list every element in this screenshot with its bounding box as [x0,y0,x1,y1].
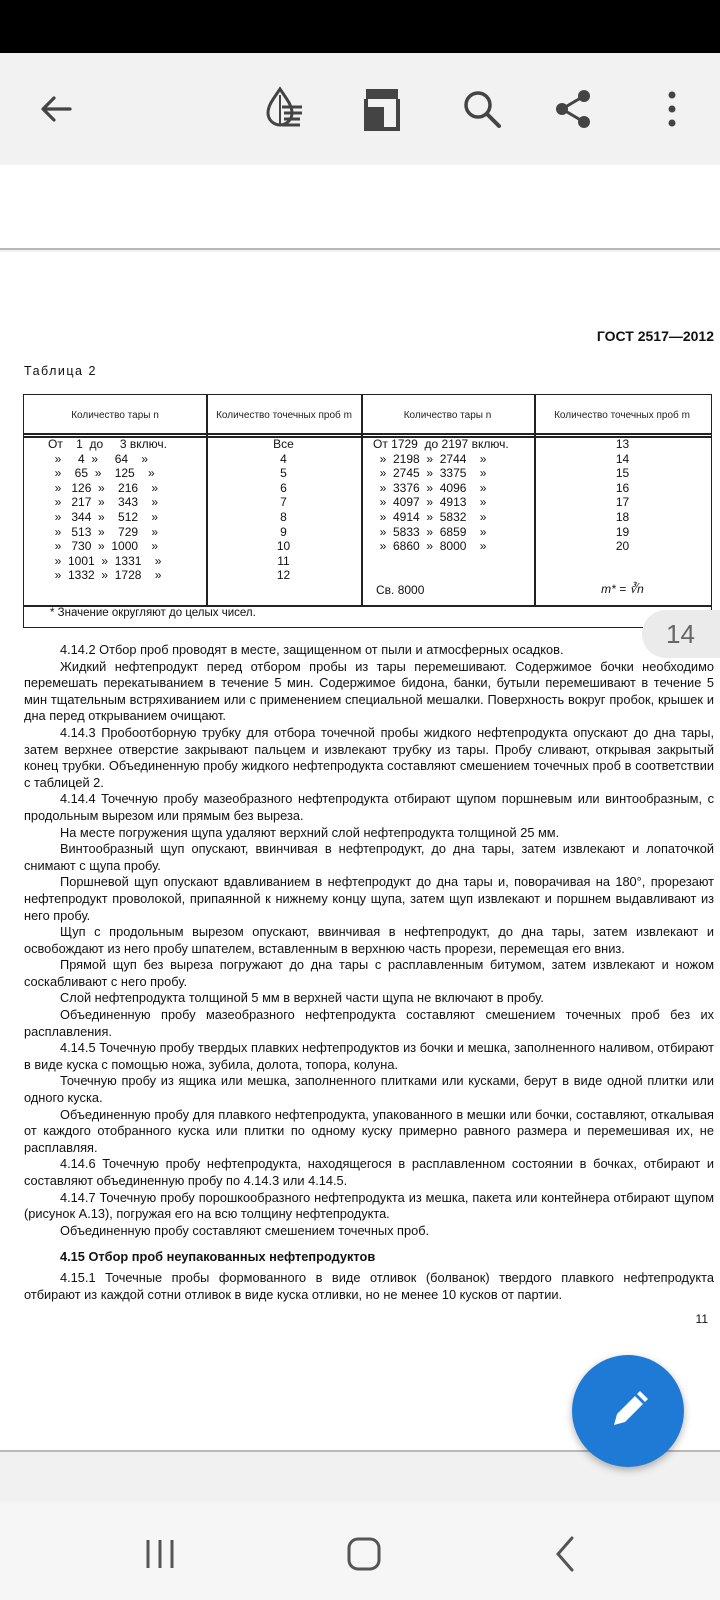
paragraph: 4.14.6 Точечную пробу нефтепродукта, находящегося в расплавленном состоянии в бочках, отбирают и составляют объединенную пробу по 4.14.3 или 4.14.5. [24,1156,714,1188]
drop-lines-icon [260,83,312,135]
document-page[interactable] [0,252,720,1452]
standard-code: ГОСТ 2517—2012 [596,328,714,344]
paragraph: Поршневой щуп опускают вдавливанием в нефтепродукт до дна тары и, поворачивая на 180°, прорезают нефтепродукт проволокой, припаянной к нижнему концу щупа, затем щуп извлекают и поршнем выдавливают из него пробу. [24,874,714,923]
table-col-sample-counts: Все 4 5 6 7 8 9 10 11 12 [273,437,294,583]
table-header-tare-count-2: Количество тары n [403,409,492,421]
paragraph: 4.14.4 Точечную пробу мазеобразного нефтепродукта отбирают щупом поршневым или винтообразным, с продольным вырезом или прямым без выреза. [24,791,714,823]
edit-button[interactable] [572,1355,684,1467]
paragraph: На месте погружения щупа удаляют верхний слой нефтепродукта толщиной 25 мм. [60,824,560,840]
table-footnote: * Значение округляют до целых чисел. [50,607,256,619]
chevron-left-icon [546,1534,586,1574]
search-button[interactable] [450,77,514,141]
page-view-button[interactable] [350,77,414,141]
paragraph: 4.14.7 Точечную пробу порошкообразного нефтепродукта из мешка, пакета или контейнера отбирают щупом (рисунок А.13), погружая его на всю толщину нефтепродукта. [24,1189,714,1222]
table-cell-over-8000: Св. 8000 [376,583,425,597]
system-nav-bar [0,1502,720,1600]
paragraph: Слой нефтепродукта толщиной 5 мм в верхней части щупа не включают в пробу. [60,990,544,1006]
page-layout-icon [360,85,404,133]
page-number: 11 [695,1312,708,1326]
page-indicator-badge: 14 [642,610,720,658]
table-header-tare-count: Количество тары n [71,409,159,421]
back-button[interactable] [24,77,88,141]
table-col-tare-ranges: От 1 до 3 включ. » 4 » 64 » » 65 » 125 » » 126 » 216 » » 217 » 343 » » 344 » 512 » » 513 » 729 » » 730 » 1000 » » 1001 » 1331 » » 1332 » 1728 » [48,437,167,583]
table-caption: Таблица 2 [24,364,97,378]
reading-mode-button[interactable] [254,77,318,141]
nav-back-button[interactable] [534,1522,598,1586]
table-header-sample-count-2: Количество точечных проб m [554,409,690,421]
section-heading: 4.15 Отбор проб неупакованных нефтепродуктов [60,1249,376,1265]
paragraph: Объединенную пробу мазеобразного нефтепродукта составляют смешением точечных проб без их расплавления. [24,1007,714,1039]
paragraph: Щуп с продольным вырезом опускают, ввинчивая в нефтепродукт, до дна тары, затем извлекают и освобождают из него пробу шпателем, вставленным в верхнюю часть прорези, перемещая его вниз. [24,924,714,956]
paragraph: 4.14.2 Отбор проб проводят в месте, защищенном от пыли и атмосферных осадков. [60,642,564,657]
table-col-sample-counts-2: 13 14 15 16 17 18 19 20 [615,437,630,554]
home-icon [344,1534,384,1574]
status-bar [0,0,720,53]
paragraph: Объединенную пробу для плавкого нефтепродукта, упакованного в мешки или бочки, составляют, откалывая от каждого отобранного куска или плитки по одному куску примерно равного размера и перемешивая их, не расплавляя. [24,1106,714,1155]
table-header-sample-count: Количество точечных проб m [216,409,352,421]
paragraph: Прямой щуп без выреза погружают до дна тары с расплавленным битумом, затем извлекают и ножом соскабливают с него пробу. [24,957,714,989]
previous-page-bottom [0,165,720,250]
home-button[interactable] [332,1522,396,1586]
more-vert-icon [662,89,682,129]
document-body [24,642,714,1303]
more-options-button[interactable] [640,77,704,141]
share-icon [552,87,596,131]
paragraph: Объединенную пробу составляют смешением точечных проб. [60,1222,430,1238]
top-toolbar [0,53,720,165]
paragraph: Жидкий нефтепродукт перед отбором пробы из тары перемешивают. Содержимое бочки необходимо перемешать перекатыванием в течение 5 мин. Содержимое бидона, банки, бутыли перемешивают в течение 5 мин тщательным встряхиванием или с применением специальной мешалки. Поверхность вокруг пробок, крышек и дна перед открыванием очищают. [24,658,714,724]
paragraph: 4.14.3 Пробоотборную трубку для отбора точечной пробы жидкого нефтепродукта опускают до дна тары, затем верхнее отверстие закрывают пальцем и извлекают трубку из тары. Пробу сливают, открывая закрытый конец трубки. Объединенную пробу жидкого нефтепродукта составляют смешением точечных проб в соответствии с таблицей 2. [24,724,714,790]
search-icon [460,87,504,131]
table-col-tare-ranges-2: От 1729 до 2197 включ. » 2198 » 2744 » » 2745 » 3375 » » 3376 » 4096 » » 4097 » 4913 » » 4914 » 5832 » » 5833 » 6859 » » 6860 » 8000 » [373,437,509,554]
paragraph: Точечную пробу из ящика или мешка, заполненного плитками или кусками, берут в виде одной плитки или одного куска. [24,1073,714,1106]
sampling-table [23,394,712,628]
recent-apps-icon [140,1534,180,1574]
paragraph: 4.14.5 Точечную пробу твердых плавких нефтепродуктов из бочки и мешка, заполненного наливом, отбирают в виде куска с помощью ножа, зубила, долота, топора, колуна. [24,1040,714,1072]
pencil-icon [604,1387,652,1435]
paragraph: Винтообразный щуп опускают, ввинчивая в нефтепродукт, до дна тары, затем извлекают и лопаточкой снимают с щупа пробу. [24,841,714,873]
table-formula: m* = ∛n [601,582,644,596]
share-button[interactable] [542,77,606,141]
recent-apps-button[interactable] [128,1522,192,1586]
arrow-left-icon [36,89,76,129]
paragraph: 4.15.1 Точечные пробы формованного в виде отливок (болванок) твердого плавкого нефтепродукта отбирают из каждой сотни отливок в виде куска отливки, но не менее 10 кусков от партии. [24,1269,714,1302]
